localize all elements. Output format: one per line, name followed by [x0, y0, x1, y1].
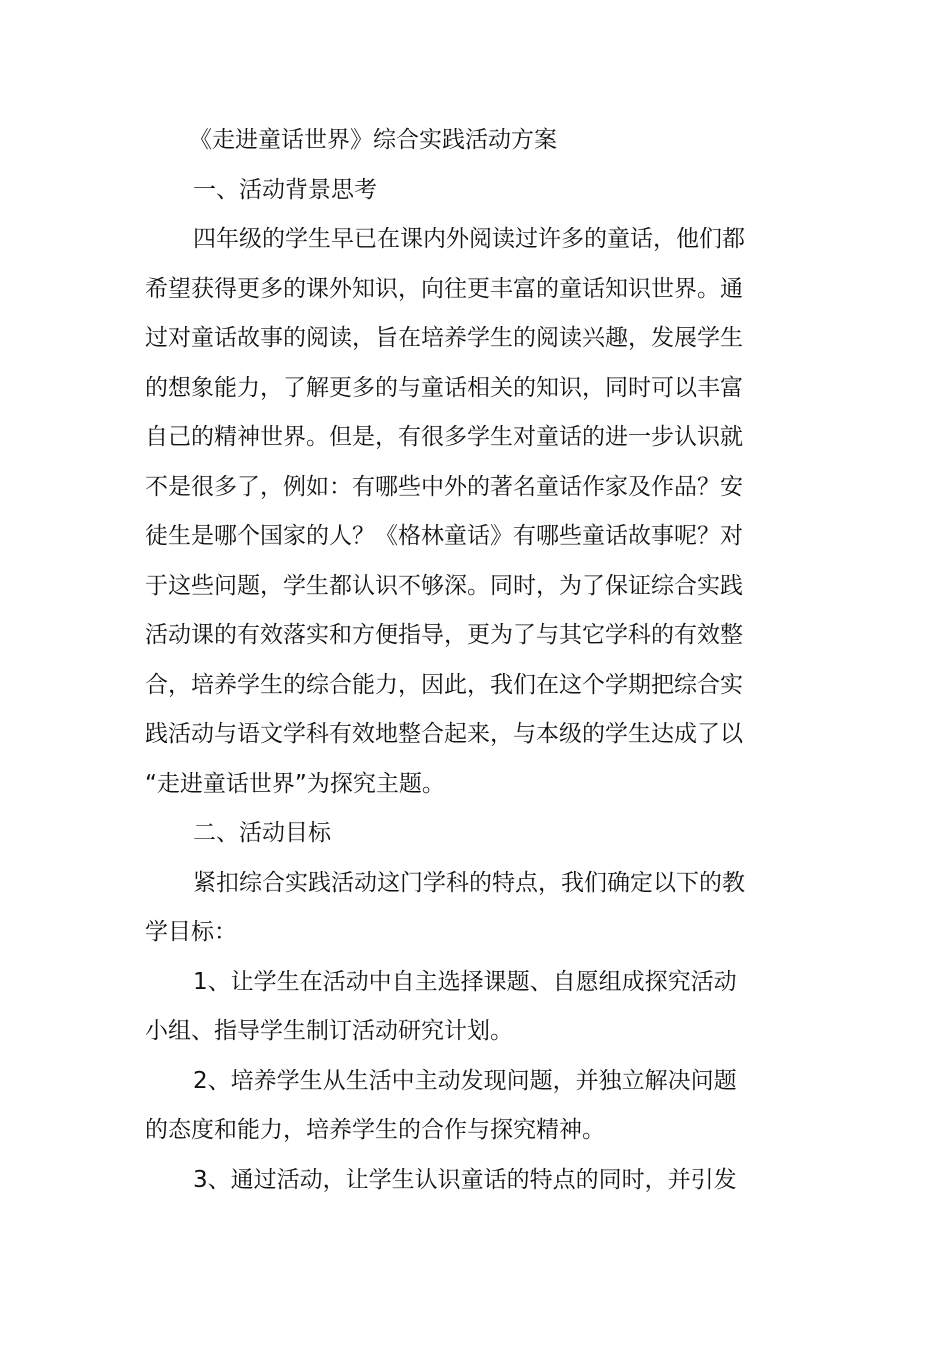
section-heading-background: 一、活动背景思考 — [193, 176, 377, 203]
paragraph-line: “走进童话世界”为探究主题。 — [145, 770, 445, 797]
list-item-line: 2、培养学生从生活中主动发现问题，并独立解决问题 — [193, 1067, 737, 1094]
list-item-line: 的态度和能力，培养学生的合作与探究精神。 — [145, 1117, 605, 1143]
paragraph-line: 过对童话故事的阅读，旨在培养学生的阅读兴趣，发展学生 — [145, 325, 743, 351]
section-heading-goals: 二、活动目标 — [193, 820, 331, 846]
list-item-line: 小组、指导学生制订活动研究计划。 — [145, 1018, 513, 1044]
list-item-line: 1、让学生在活动中自主选择课题、自愿组成探究活动 — [193, 968, 737, 995]
paragraph-line: 四年级的学生早已在课内外阅读过许多的童话，他们都 — [193, 226, 745, 252]
paragraph-line: 自己的精神世界。但是，有很多学生对童话的进一步认识就 — [145, 424, 743, 450]
paragraph-line: 践活动与语文学科有效地整合起来，与本级的学生达成了以 — [145, 721, 743, 747]
paragraph-line: 的想象能力，了解更多的与童话相关的知识，同时可以丰富 — [145, 374, 743, 401]
paragraph-line: 徒生是哪个国家的人？《格林童话》有哪些童话故事呢？对 — [145, 523, 743, 549]
document-title: 《走进童话世界》综合实践活动方案 — [189, 127, 557, 153]
list-item-line: 3、通过活动，让学生认识童话的特点的同时，并引发 — [193, 1166, 737, 1193]
paragraph-line: 紧扣综合实践活动这门学科的特点，我们确定以下的教 — [193, 869, 745, 896]
document-body — [145, 116, 750, 1205]
paragraph-line: 学目标： — [145, 919, 237, 945]
paragraph-line: 希望获得更多的课外知识，向往更丰富的童话知识世界。通 — [145, 275, 743, 302]
paragraph-line: 不是很多了，例如：有哪些中外的著名童话作家及作品？安 — [145, 473, 743, 500]
paragraph-line: 合，培养学生的综合能力，因此，我们在这个学期把综合实 — [145, 671, 743, 698]
paragraph-line: 于这些问题，学生都认识不够深。同时，为了保证综合实践 — [145, 572, 743, 599]
paragraph-line: 活动课的有效落实和方便指导，更为了与其它学科的有效整 — [145, 622, 743, 648]
